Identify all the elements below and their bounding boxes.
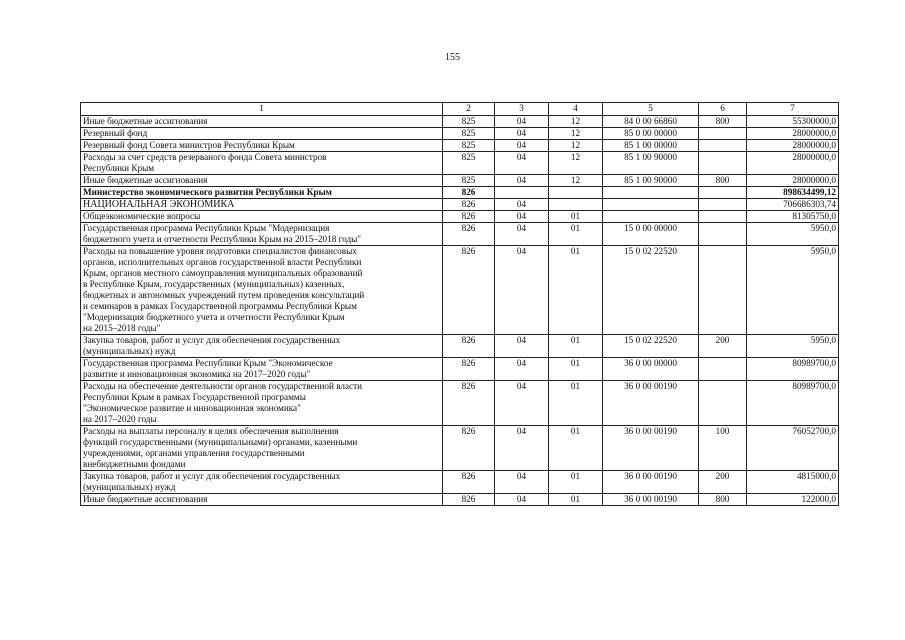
row-target-article-cell: 84 0 00 66860 bbox=[603, 116, 699, 128]
row-section-code-cell: 04 bbox=[495, 335, 549, 358]
row-ministry-code-cell: 825 bbox=[443, 152, 495, 175]
row-amount-cell: 80989700,0 bbox=[747, 358, 839, 381]
row-name-cell: Иные бюджетные ассигнования bbox=[81, 175, 443, 187]
column-header: 4 bbox=[549, 103, 603, 116]
row-name-cell: Расходы на повышение уровня подготовки специалистов финансовых органов, исполнительных органов государственной власти Республики Крым, органов местного самоуправления муниципальных образований в Республике Крым, государственных (муниципальных) казенных, бюджетных и автономных учреждений путем проведения консультаций и семинаров в рамках Государственной программы Республики Крым "Модернизация бюджетного учета и отчетности Республики Крым на 2015–2018 годы" bbox=[81, 246, 443, 335]
row-target-article-cell bbox=[603, 199, 699, 211]
column-header: 6 bbox=[699, 103, 747, 116]
row-subsection-code-cell: 12 bbox=[549, 175, 603, 187]
row-expense-type-cell bbox=[699, 128, 747, 140]
row-ministry-code-cell: 826 bbox=[443, 211, 495, 223]
row-section-code-cell bbox=[495, 187, 549, 199]
row-expense-type-cell: 100 bbox=[699, 426, 747, 471]
row-amount-cell: 76052700,0 bbox=[747, 426, 839, 471]
row-amount-cell: 81305750,0 bbox=[747, 211, 839, 223]
column-header: 7 bbox=[747, 103, 839, 116]
row-expense-type-cell bbox=[699, 381, 747, 426]
row-target-article-cell: 36 0 00 00190 bbox=[603, 381, 699, 426]
row-subsection-code-cell: 01 bbox=[549, 358, 603, 381]
row-subsection-code-cell: 12 bbox=[549, 140, 603, 152]
table-row bbox=[81, 211, 839, 223]
row-target-article-cell: 85 1 00 90000 bbox=[603, 152, 699, 175]
table-row bbox=[81, 246, 839, 335]
row-name-cell: Резервный фонд Совета министров Республики Крым bbox=[81, 140, 443, 152]
row-section-code-cell: 04 bbox=[495, 152, 549, 175]
row-section-code-cell: 04 bbox=[495, 211, 549, 223]
row-amount-cell: 5950,0 bbox=[747, 246, 839, 335]
row-section-code-cell: 04 bbox=[495, 426, 549, 471]
row-target-article-cell: 36 0 00 00000 bbox=[603, 358, 699, 381]
row-section-code-cell: 04 bbox=[495, 246, 549, 335]
row-subsection-code-cell: 01 bbox=[549, 335, 603, 358]
row-ministry-code-cell: 826 bbox=[443, 246, 495, 335]
table-row bbox=[81, 223, 839, 246]
row-expense-type-cell bbox=[699, 358, 747, 381]
row-name-cell: Общеэкономические вопросы bbox=[81, 211, 443, 223]
table-row bbox=[81, 381, 839, 426]
row-expense-type-cell: 200 bbox=[699, 335, 747, 358]
row-subsection-code-cell: 01 bbox=[549, 246, 603, 335]
row-section-code-cell: 04 bbox=[495, 140, 549, 152]
page-number: 155 bbox=[445, 52, 460, 63]
row-section-code-cell: 04 bbox=[495, 471, 549, 494]
row-target-article-cell bbox=[603, 211, 699, 223]
row-ministry-code-cell: 826 bbox=[443, 381, 495, 426]
row-ministry-code-cell: 825 bbox=[443, 140, 495, 152]
column-header: 1 bbox=[81, 103, 443, 116]
row-ministry-code-cell: 826 bbox=[443, 199, 495, 211]
row-subsection-code-cell: 01 bbox=[549, 223, 603, 246]
row-amount-cell: 28000000,0 bbox=[747, 140, 839, 152]
row-subsection-code-cell: 01 bbox=[549, 426, 603, 471]
row-name-cell: Расходы на обеспечение деятельности органов государственной власти Республики Крым в рамках Государственной программы "Экономическое развитие и инновационная экономика" на 2017–2020 годы bbox=[81, 381, 443, 426]
row-subsection-code-cell: 12 bbox=[549, 152, 603, 175]
row-target-article-cell bbox=[603, 187, 699, 199]
row-ministry-code-cell: 826 bbox=[443, 223, 495, 246]
table-header-row bbox=[81, 103, 839, 116]
row-section-code-cell: 04 bbox=[495, 199, 549, 211]
table-row bbox=[81, 140, 839, 152]
row-section-code-cell: 04 bbox=[495, 494, 549, 506]
row-section-code-cell: 04 bbox=[495, 116, 549, 128]
row-expense-type-cell bbox=[699, 246, 747, 335]
row-expense-type-cell bbox=[699, 187, 747, 199]
row-ministry-code-cell: 825 bbox=[443, 128, 495, 140]
row-ministry-code-cell: 826 bbox=[443, 494, 495, 506]
row-expense-type-cell: 800 bbox=[699, 116, 747, 128]
column-header: 3 bbox=[495, 103, 549, 116]
row-subsection-code-cell: 01 bbox=[549, 211, 603, 223]
row-ministry-code-cell: 825 bbox=[443, 175, 495, 187]
row-subsection-code-cell bbox=[549, 187, 603, 199]
row-name-cell: Расходы на выплаты персоналу в целях обеспечения выполнения функций государственными (муниципальными) органами, казенными учреждениями, органами управления государственными внебюджетными фондами bbox=[81, 426, 443, 471]
column-header: 5 bbox=[603, 103, 699, 116]
row-ministry-code-cell: 826 bbox=[443, 187, 495, 199]
row-name-cell: Расходы за счет средств резерваного фонда Совета министров Республики Крым bbox=[81, 152, 443, 175]
table-row bbox=[81, 128, 839, 140]
row-ministry-code-cell: 826 bbox=[443, 358, 495, 381]
row-subsection-code-cell bbox=[549, 199, 603, 211]
row-name-cell: НАЦИОНАЛЬНАЯ ЭКОНОМИКА bbox=[81, 199, 443, 211]
row-amount-cell: 898634499,12 bbox=[747, 187, 839, 199]
table-row bbox=[81, 426, 839, 471]
row-ministry-code-cell: 826 bbox=[443, 335, 495, 358]
row-target-article-cell: 85 0 00 00000 bbox=[603, 128, 699, 140]
table-row bbox=[81, 199, 839, 211]
row-target-article-cell: 36 0 00 00190 bbox=[603, 426, 699, 471]
row-target-article-cell: 36 0 00 00190 bbox=[603, 494, 699, 506]
row-subsection-code-cell: 01 bbox=[549, 494, 603, 506]
row-section-code-cell: 04 bbox=[495, 358, 549, 381]
row-target-article-cell: 85 1 00 90000 bbox=[603, 175, 699, 187]
row-name-cell: Министерство экономического развития Республики Крым bbox=[81, 187, 443, 199]
row-target-article-cell: 15 0 02 22520 bbox=[603, 335, 699, 358]
row-amount-cell: 5950,0 bbox=[747, 335, 839, 358]
budget-table bbox=[80, 102, 839, 506]
row-subsection-code-cell: 12 bbox=[549, 128, 603, 140]
row-section-code-cell: 04 bbox=[495, 128, 549, 140]
row-name-cell: Государственная программа Республики Крым "Модернизация бюджетного учета и отчетности Республики Крым на 2015–2018 годы" bbox=[81, 223, 443, 246]
row-amount-cell: 80989700,0 bbox=[747, 381, 839, 426]
row-expense-type-cell: 200 bbox=[699, 471, 747, 494]
row-subsection-code-cell: 01 bbox=[549, 471, 603, 494]
table-row bbox=[81, 152, 839, 175]
row-expense-type-cell: 800 bbox=[699, 175, 747, 187]
row-expense-type-cell: 800 bbox=[699, 494, 747, 506]
row-name-cell: Иные бюджетные ассигнования bbox=[81, 116, 443, 128]
table-row bbox=[81, 471, 839, 494]
row-ministry-code-cell: 826 bbox=[443, 471, 495, 494]
row-expense-type-cell bbox=[699, 211, 747, 223]
row-expense-type-cell bbox=[699, 199, 747, 211]
table-row bbox=[81, 335, 839, 358]
row-section-code-cell: 04 bbox=[495, 381, 549, 426]
table-row bbox=[81, 494, 839, 506]
row-name-cell: Иные бюджетные ассигнования bbox=[81, 494, 443, 506]
table-row bbox=[81, 187, 839, 199]
row-amount-cell: 5950,0 bbox=[747, 223, 839, 246]
row-amount-cell: 55300000,0 bbox=[747, 116, 839, 128]
row-section-code-cell: 04 bbox=[495, 175, 549, 187]
row-ministry-code-cell: 826 bbox=[443, 426, 495, 471]
row-subsection-code-cell: 12 bbox=[549, 116, 603, 128]
row-expense-type-cell bbox=[699, 152, 747, 175]
row-name-cell: Государственная программа Республики Крым "Экономическое развитие и инновационная экономика на 2017–2020 годы" bbox=[81, 358, 443, 381]
row-amount-cell: 4815000,0 bbox=[747, 471, 839, 494]
row-amount-cell: 706686303,74 bbox=[747, 199, 839, 211]
row-target-article-cell: 85 1 00 00000 bbox=[603, 140, 699, 152]
row-expense-type-cell bbox=[699, 140, 747, 152]
column-header: 2 bbox=[443, 103, 495, 116]
table-row bbox=[81, 175, 839, 187]
row-section-code-cell: 04 bbox=[495, 223, 549, 246]
row-target-article-cell: 15 0 00 00000 bbox=[603, 223, 699, 246]
row-subsection-code-cell: 01 bbox=[549, 381, 603, 426]
table-row bbox=[81, 116, 839, 128]
row-amount-cell: 122000,0 bbox=[747, 494, 839, 506]
row-name-cell: Закупка товаров, работ и услуг для обеспечения государственных (муниципальных) нужд bbox=[81, 471, 443, 494]
row-ministry-code-cell: 825 bbox=[443, 116, 495, 128]
row-name-cell: Резервный фонд bbox=[81, 128, 443, 140]
row-amount-cell: 28000000,0 bbox=[747, 152, 839, 175]
table-row bbox=[81, 358, 839, 381]
row-amount-cell: 28000000,0 bbox=[747, 175, 839, 187]
row-amount-cell: 28000000,0 bbox=[747, 128, 839, 140]
row-target-article-cell: 36 0 00 00190 bbox=[603, 471, 699, 494]
row-target-article-cell: 15 0 02 22520 bbox=[603, 246, 699, 335]
row-expense-type-cell bbox=[699, 223, 747, 246]
row-name-cell: Закупка товаров, работ и услуг для обеспечения государственных (муниципальных) нужд bbox=[81, 335, 443, 358]
